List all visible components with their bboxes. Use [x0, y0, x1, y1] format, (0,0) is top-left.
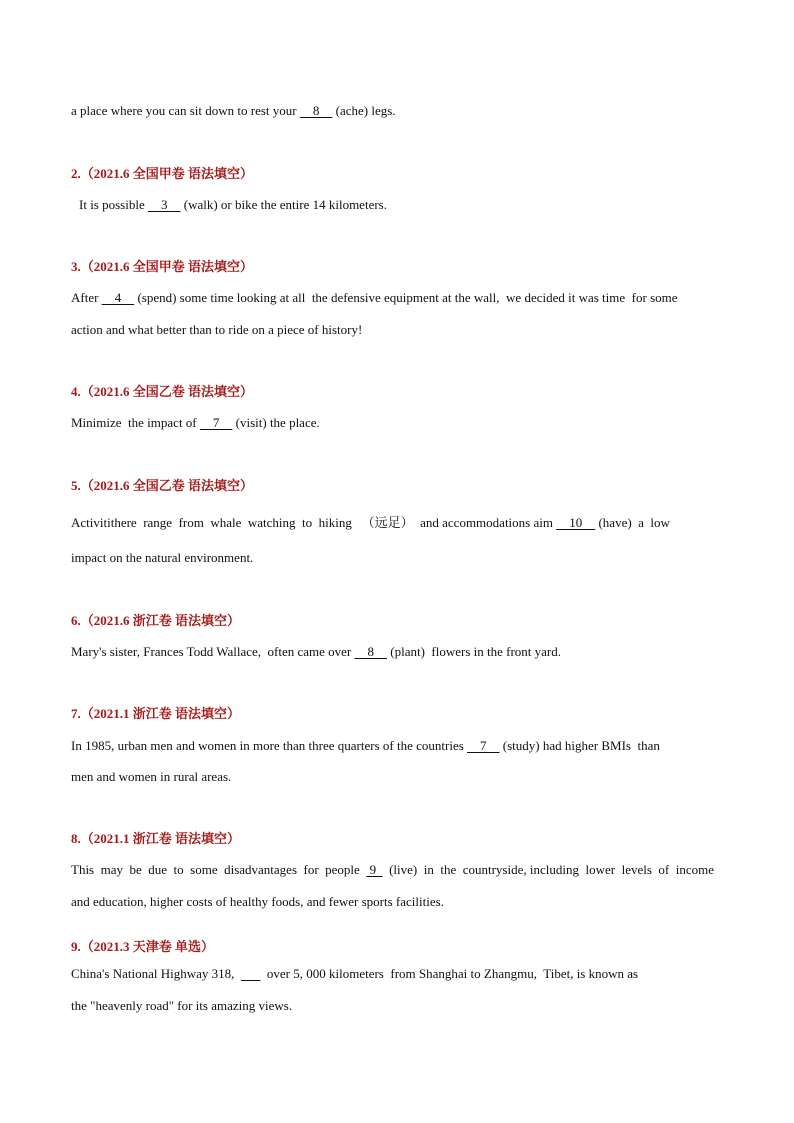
text-before-blank: After [71, 290, 102, 305]
text-before-blank: a place where you can sit down to rest your [71, 103, 300, 118]
text-after-blank: (visit) the place. [232, 415, 320, 430]
answer-blank: 10 [556, 515, 596, 530]
sentence-q9-line2: the "heavenly road" for its amazing views. [71, 998, 293, 1013]
question-heading-4: 4.（2021.6 全国乙卷 语法填空） [71, 384, 254, 399]
text-after-blank: (have) a low [595, 515, 670, 530]
text-before-blank: Minimize the impact of [71, 415, 200, 430]
answer-blank: 8 [354, 644, 387, 659]
sentence-q8-line2: and education, higher costs of healthy foods, and fewer sports facilities. [71, 894, 444, 909]
sentence-q8-line1 [71, 862, 723, 878]
sentence-q5-line2: impact on the natural environment. [71, 550, 254, 565]
text-after-blank: (plant) flowers in the front yard. [387, 644, 562, 659]
text-before-blank: China's National Highway 318, [71, 966, 241, 981]
question-heading-6: 6.（2021.6 浙江卷 语法填空） [71, 613, 241, 628]
sentence-q6 [71, 644, 723, 660]
sentence-q7-line1 [71, 738, 723, 754]
sentence-q4 [71, 415, 723, 431]
text-after-blank: (ache) legs. [332, 103, 396, 118]
text-after-blank: (live) in the countryside, including lower levels of income [382, 862, 714, 877]
text-before-blank: This may be due to some disadvantages for people [71, 862, 367, 877]
sentence-q1 [71, 103, 723, 119]
question-heading-3: 3.（2021.6 全国甲卷 语法填空） [71, 259, 254, 274]
question-heading-8: 8.（2021.1 浙江卷 语法填空） [71, 831, 241, 846]
answer-blank [241, 966, 261, 981]
answer-blank: 9 [366, 862, 383, 877]
text-before-blank: Activitithere range from whale watching to hiking （远足） and accommodations aim [71, 515, 557, 530]
answer-blank: 8 [299, 103, 333, 118]
answer-blank: 3 [147, 197, 181, 212]
sentence-q3-line2: action and what better than to ride on a piece of history! [71, 322, 363, 337]
sentence-q3-line1 [71, 290, 723, 306]
sentence-q9-line1 [71, 966, 723, 982]
question-heading-9: 9.（2021.3 天津卷 单选） [71, 939, 215, 954]
question-heading-2: 2.（2021.6 全国甲卷 语法填空） [71, 166, 254, 181]
text-after-blank: over 5, 000 kilometers from Shanghai to Zhangmu, Tibet, is known as [260, 966, 639, 981]
answer-blank: 7 [199, 415, 233, 430]
text-before-blank: In 1985, urban men and women in more than three quarters of the countries [71, 738, 468, 753]
answer-blank: 4 [101, 290, 135, 305]
text-after-blank: (walk) or bike the entire 14 kilometers. [180, 197, 387, 212]
sentence-q7-line2: men and women in rural areas. [71, 769, 232, 784]
text-after-blank: (spend) some time looking at all the defensive equipment at the wall, we decided it was time for some [134, 290, 678, 305]
text-before-blank: It is possible [79, 197, 148, 212]
question-heading-7: 7.（2021.1 浙江卷 语法填空） [71, 706, 241, 721]
sentence-q2 [79, 197, 731, 213]
answer-blank: 7 [467, 738, 500, 753]
sentence-q5-line1 [71, 515, 723, 531]
question-heading-5: 5.（2021.6 全国乙卷 语法填空） [71, 478, 254, 493]
text-after-blank: (study) had higher BMIs than [499, 738, 660, 753]
text-before-blank: Mary's sister, Frances Todd Wallace, often came over [71, 644, 355, 659]
